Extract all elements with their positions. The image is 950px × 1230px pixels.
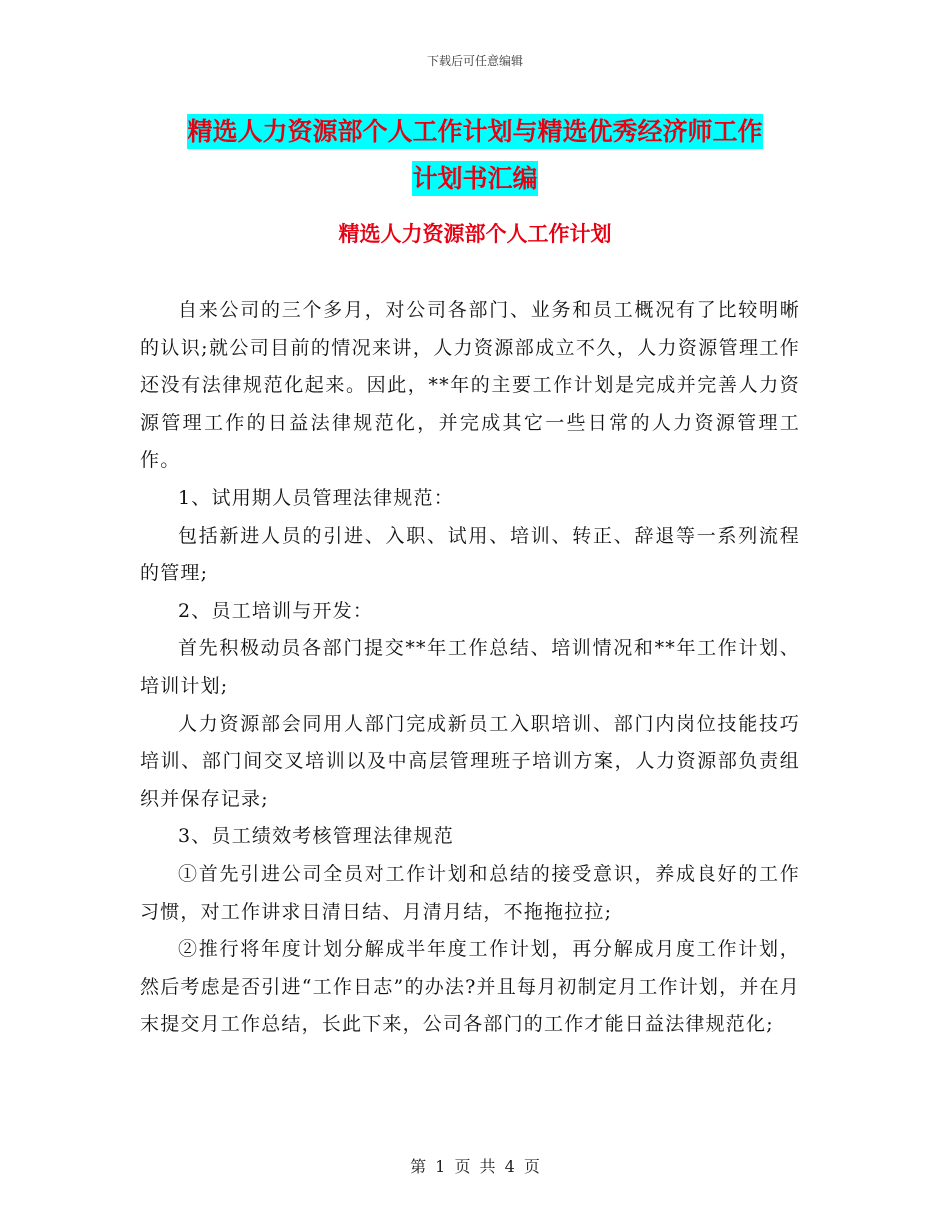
paragraph-probation: 包括新进人员的引进、入职、试用、培训、转正、辞退等一系列流程的管理;	[140, 524, 800, 585]
paragraph-training-1: 首先积极动员各部门提交**年工作总结、培训情况和**年工作计划、培训计划;	[140, 637, 800, 697]
title-line-1: 精选人力资源部个人工作计划与精选优秀经济师工作	[187, 114, 762, 149]
section-title: 精选人力资源部个人工作计划	[338, 222, 612, 246]
paragraph-training-2: 人力资源部会同用人部门完成新员工入职培训、部门内岗位技能技巧培训、部门间交叉培训以及中高层管理班子培训方案，人力资源部负责组织并保存记录;	[140, 712, 800, 810]
heading-training: 2、员工培训与开发：	[178, 599, 374, 622]
heading-performance: 3、员工绩效考核管理法律规范	[178, 825, 454, 848]
paragraph-performance-2: ②推行将年度计划分解成半年度工作计划，再分解成月度工作计划，然后考虑是否引进“工作日志”的办法?并且每月初制定月工作计划，并在月末提交月工作总结，长此下来，公司各部门的工作才能日益法律规范化;	[140, 938, 800, 1036]
paragraph-performance-1: ①首先引进公司全员对工作计划和总结的接受意识，养成良好的工作习惯，对工作讲求日清日结、月清月结，不拖拖拉拉;	[140, 862, 800, 923]
title-line-2: 计划书汇编	[412, 161, 537, 196]
heading-probation: 1、试用期人员管理法律规范：	[178, 486, 454, 509]
page-number-footer: 第 1 页 共 4 页	[410, 1157, 540, 1176]
document-title	[140, 108, 810, 202]
paragraph-intro: 自来公司的三个多月，对公司各部门、业务和员工概况有了比较明晰的认识;就公司目前的情况来讲，人力资源部成立不久，人力资源管理工作还没有法律规范化起来。因此，**年的主要工作计划是完成并完善人力资源管理工作的日益法律规范化，并完成其它一些日常的人力资源管理工作。	[140, 299, 800, 472]
header-note: 下载后可任意编辑	[426, 54, 523, 68]
document-body	[140, 292, 800, 1044]
